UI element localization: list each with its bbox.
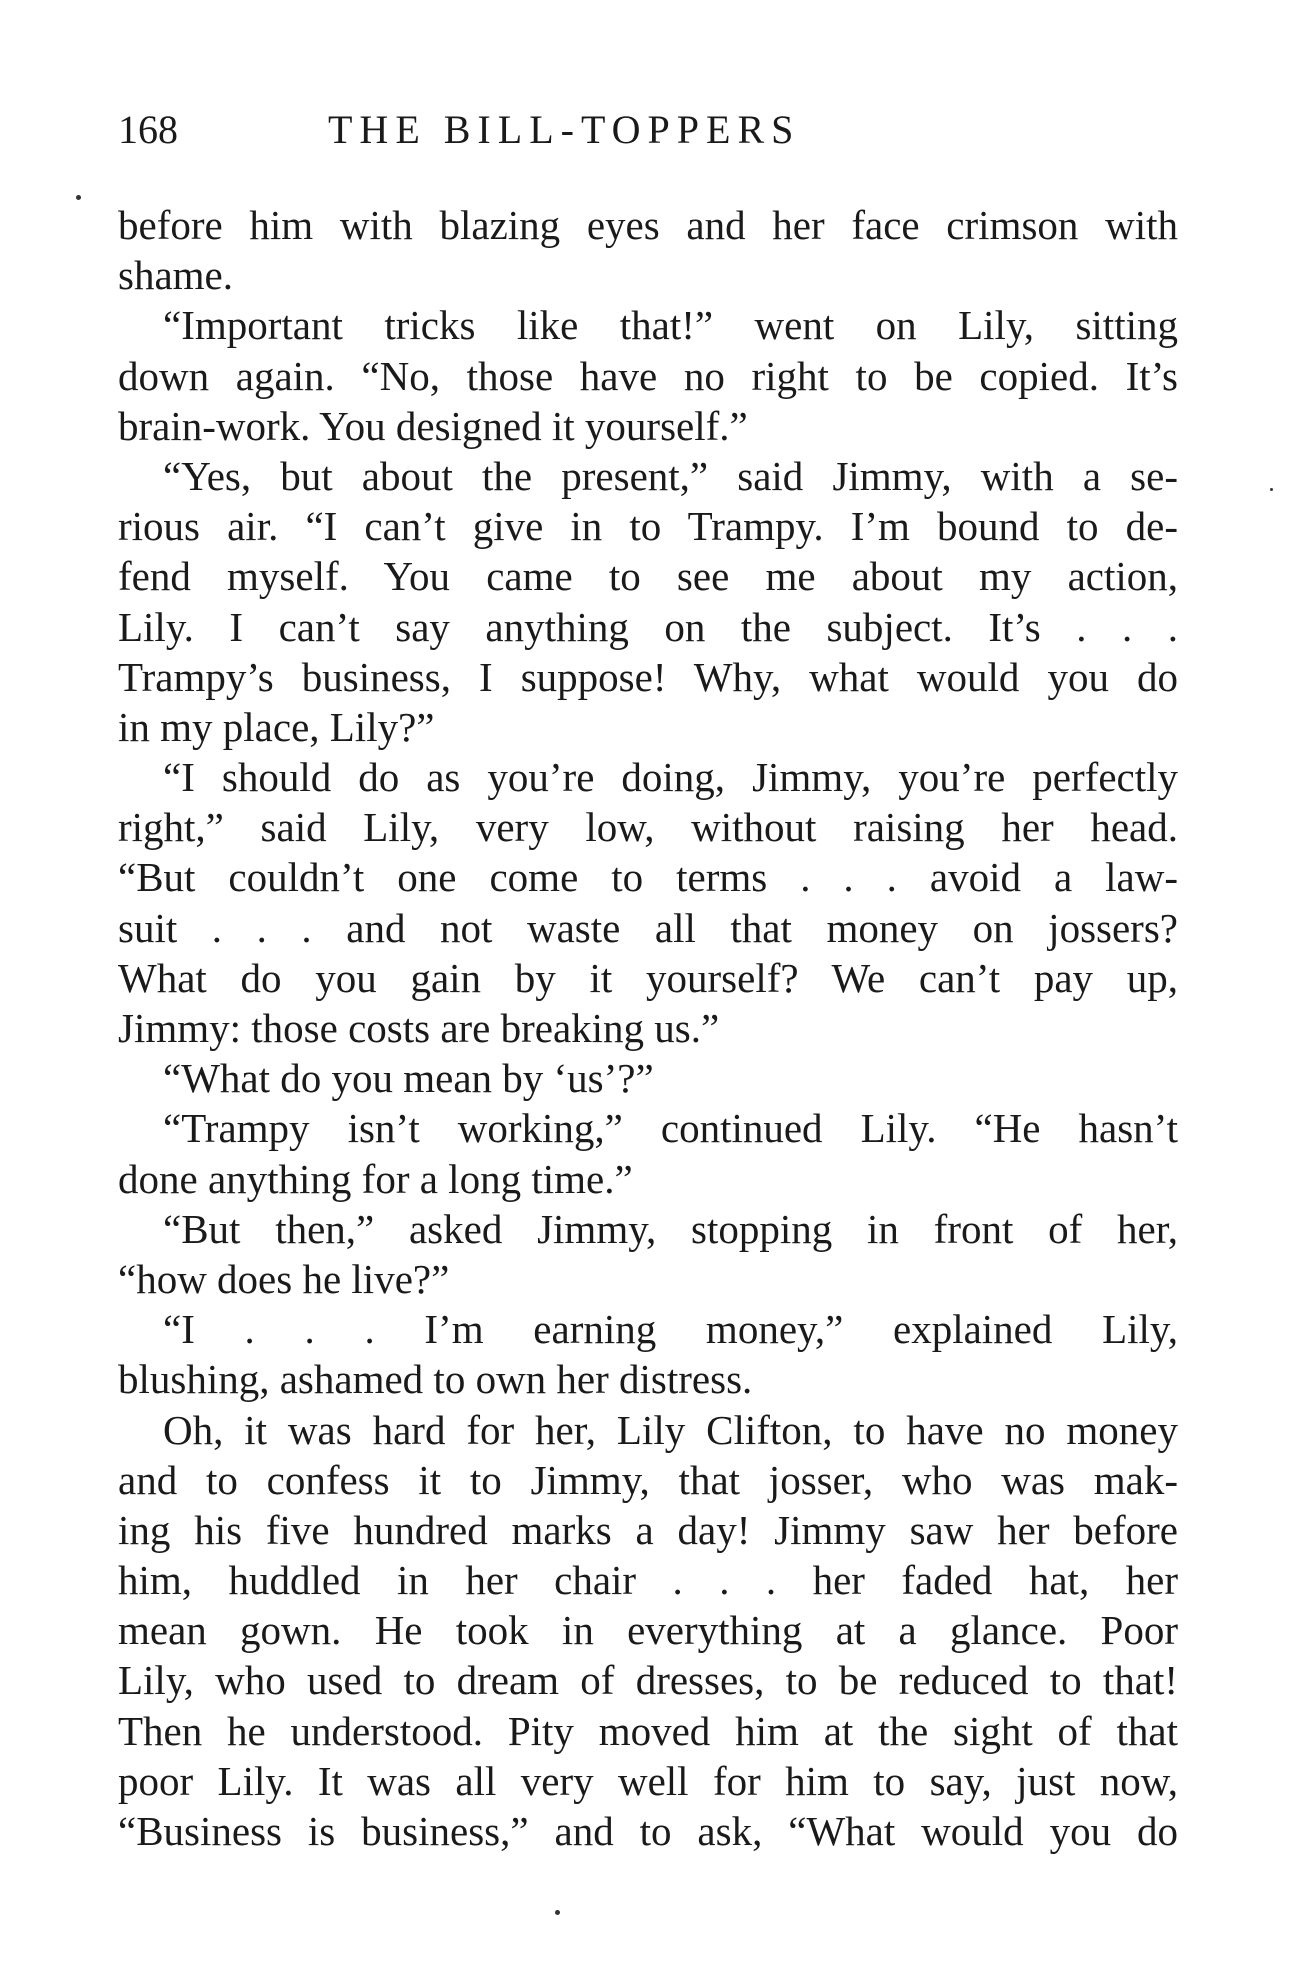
text-line: rious air. “I can’t give in to Trampy. I’m bound to de- (118, 503, 1178, 550)
text-line: Trampy’s business, I suppose! Why, what would you do (118, 653, 1178, 700)
text-line: mean gown. He took in everything at a glance. Poor (118, 1607, 1178, 1654)
text-line: done anything for a long time.” (118, 1155, 633, 1202)
text-line: “how does he live?” (118, 1255, 450, 1302)
text-line: suit . . . and not waste all that money on jossers? (118, 904, 1178, 951)
text-line: and to confess it to Jimmy, that josser, who was mak- (118, 1456, 1178, 1503)
text-line: Then he understood. Pity moved him at the sight of that (118, 1707, 1178, 1754)
text-line: “Important tricks like that!” went on Lily, sitting (163, 302, 1178, 349)
text-line: ing his five hundred marks a day! Jimmy saw her before (118, 1506, 1178, 1553)
ink-speck (555, 1910, 560, 1915)
text-line: Oh, it was hard for her, Lily Clifton, to have no money (163, 1406, 1178, 1453)
text-line: “But couldn’t one come to terms . . . avoid a law- (118, 854, 1178, 901)
text-line: in my place, Lily?” (118, 703, 435, 750)
text-line: What do you gain by it yourself? We can’t pay up, (118, 954, 1178, 1001)
running-head: THE BILL-TOPPERS (328, 107, 801, 152)
text-line: right,” said Lily, very low, without raising her head. (118, 804, 1178, 851)
ink-speck (1270, 488, 1273, 491)
page-number: 168 (118, 107, 178, 152)
text-line: “I should do as you’re doing, Jimmy, you’re perfectly (163, 754, 1178, 801)
text-line: shame. (118, 252, 233, 299)
text-line: Lily, who used to dream of dresses, to be reduced to that! (118, 1657, 1178, 1704)
text-line: brain-work. You designed it yourself.” (118, 402, 748, 449)
text-line: “Trampy isn’t working,” continued Lily. “He hasn’t (163, 1105, 1178, 1152)
text-line: poor Lily. It was all very well for him to say, just now, (118, 1757, 1178, 1804)
text-line: “Yes, but about the present,” said Jimmy, with a se- (163, 452, 1178, 499)
text-line: “I . . . I’m earning money,” explained Lily, (163, 1306, 1178, 1353)
text-line: fend myself. You came to see me about my action, (118, 553, 1178, 600)
body-text (118, 200, 1178, 1856)
text-line: before him with blazing eyes and her face crimson with (118, 202, 1178, 248)
text-line: him, huddled in her chair . . . her faded hat, her (118, 1557, 1178, 1604)
page-header (118, 100, 1178, 160)
text-line: “Business is business,” and to ask, “What would you do (118, 1808, 1178, 1854)
text-line: blushing, ashamed to own her distress. (118, 1356, 753, 1403)
text-line: “What do you mean by ‘us’?” (163, 1055, 654, 1102)
text-line: “But then,” asked Jimmy, stopping in front of her, (163, 1205, 1178, 1252)
text-line: Lily. I can’t say anything on the subject. It’s . . . (118, 603, 1178, 650)
text-line: down again. “No, those have no right to be copied. It’s (118, 352, 1178, 399)
ink-speck (76, 195, 81, 200)
text-line: Jimmy: those costs are breaking us.” (118, 1005, 720, 1051)
